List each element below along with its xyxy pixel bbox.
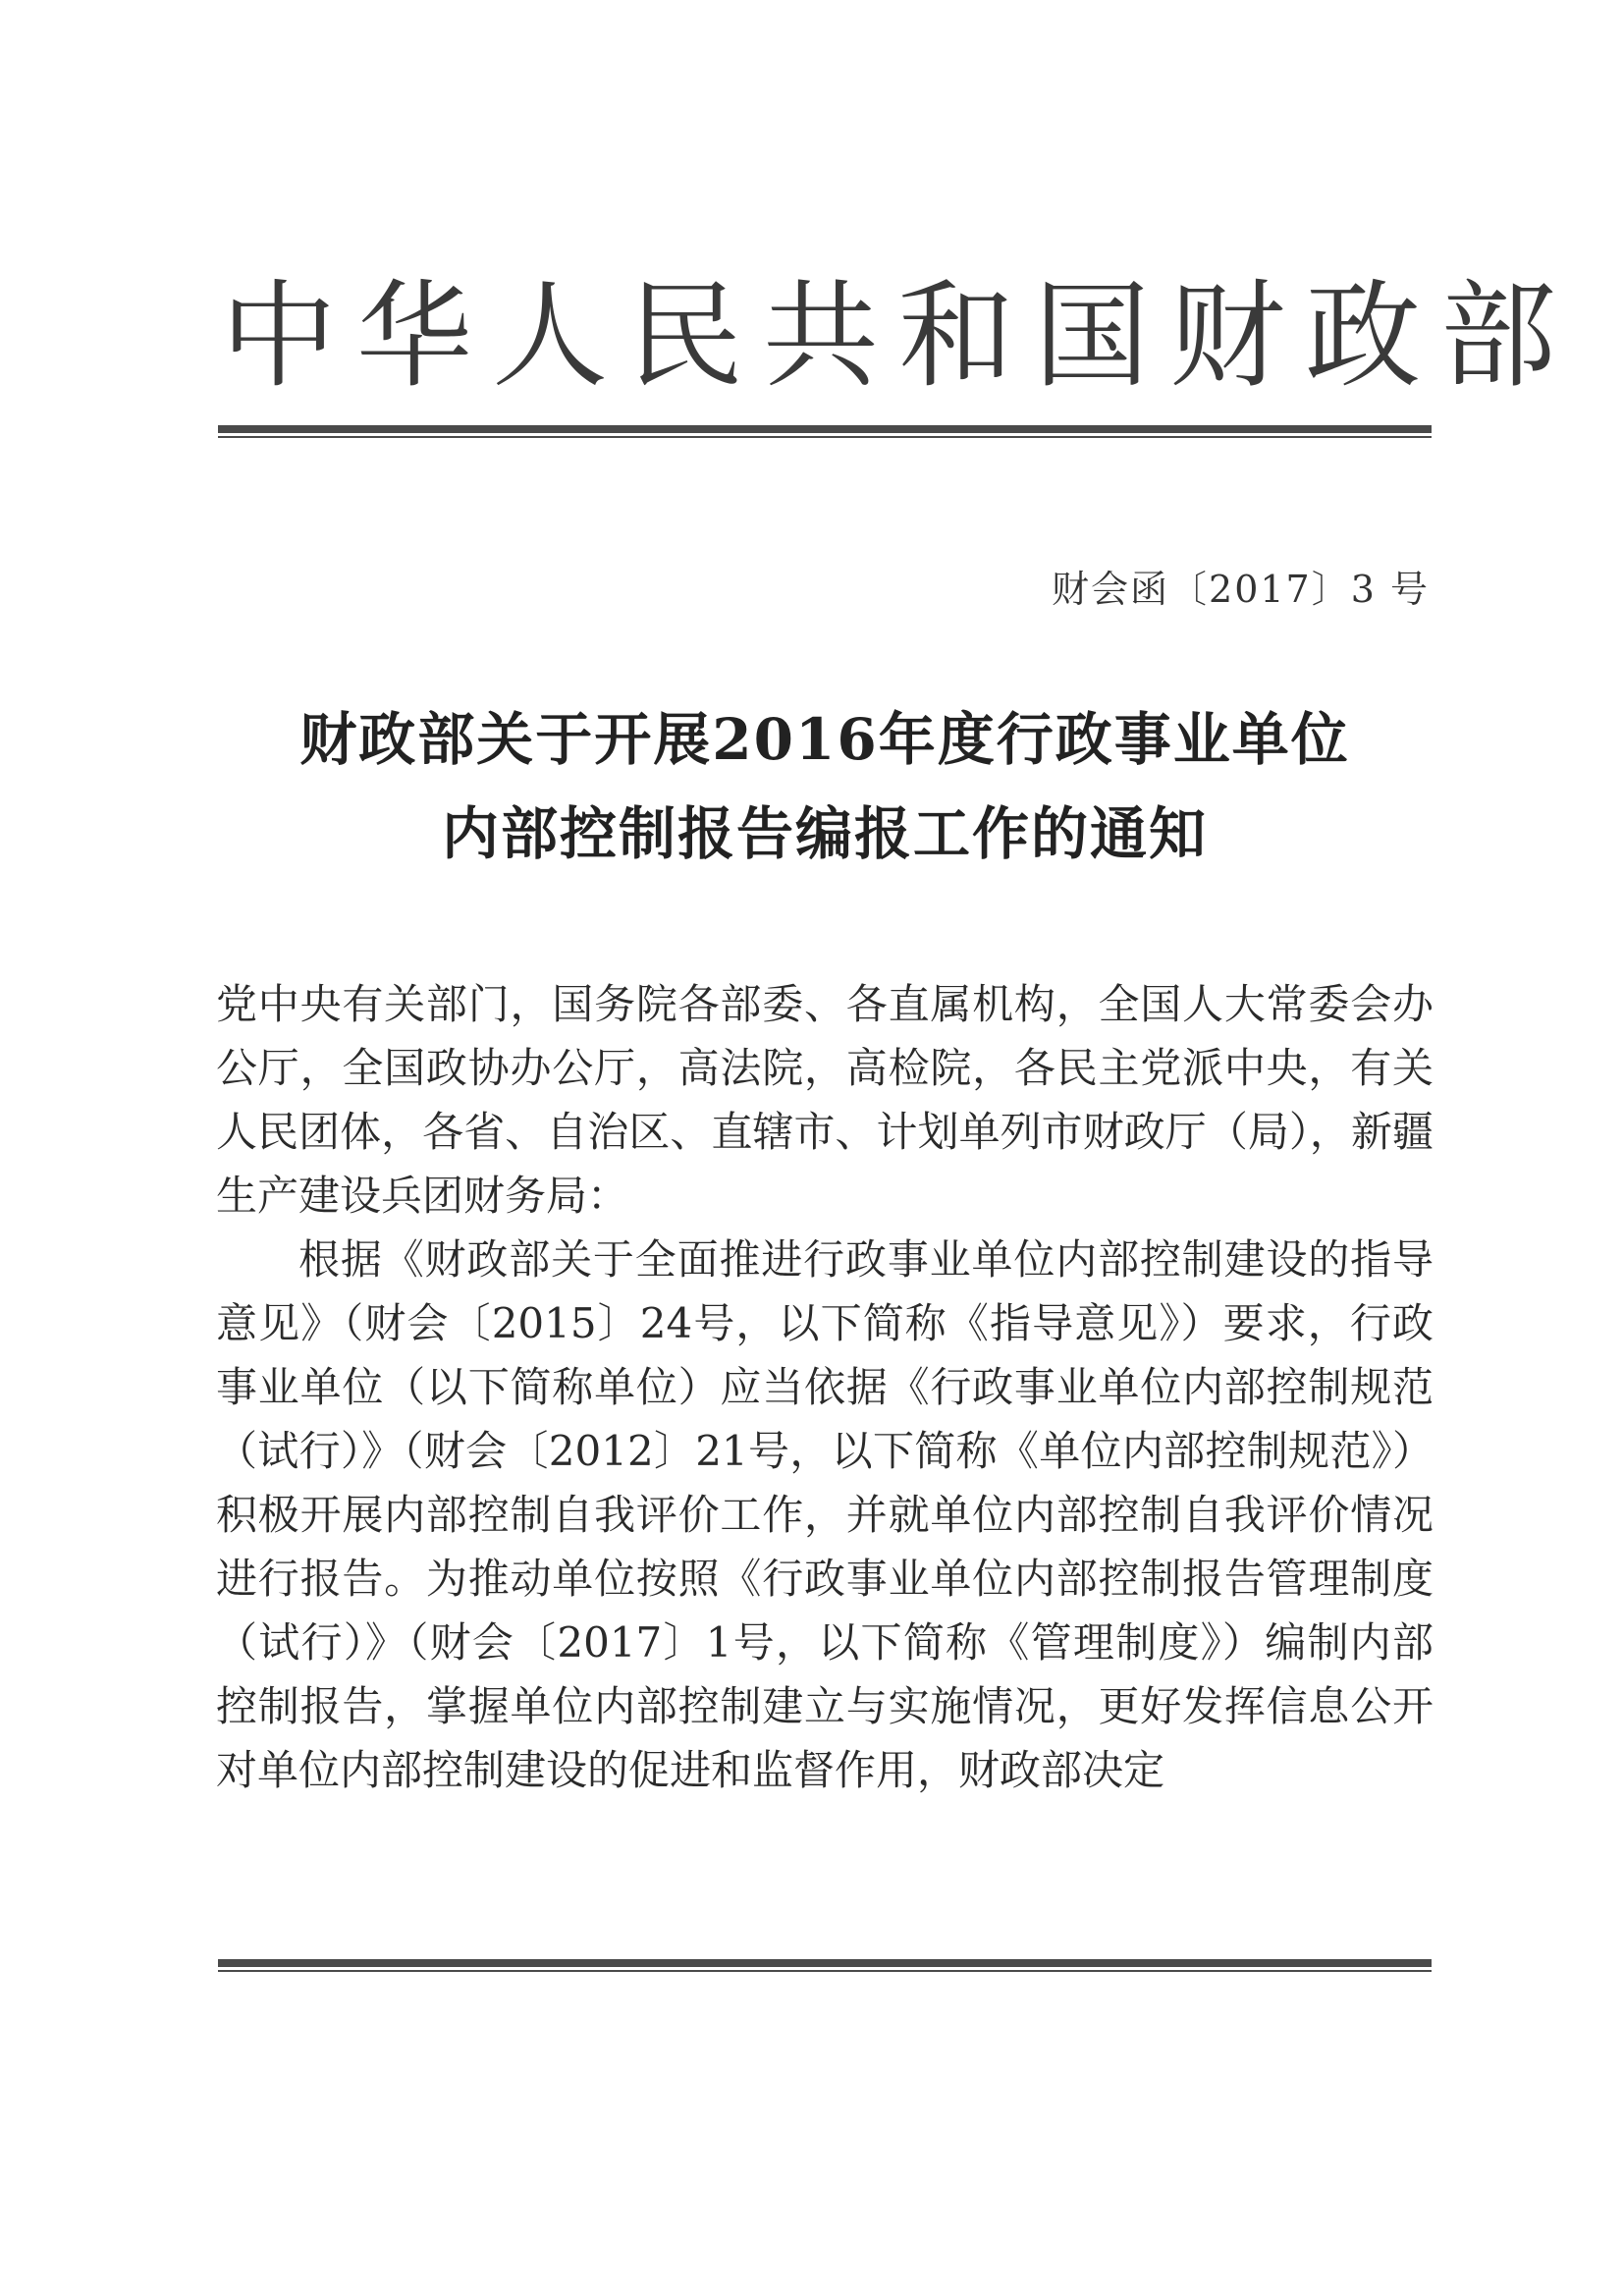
addressees-paragraph: 党中央有关部门，国务院各部委、各直属机构，全国人大常委会办公厅，全国政协办公厅，高法院，高检院，各民主党派中央，有关人民团体，各省、自治区、直辖市、计划单列市财政厅（局），新疆生产建设兵团财务局： [216,980,1434,1220]
issuing-authority-header: 中华人民共和国财政部 [221,268,1577,404]
footer-divider [218,1959,1432,1973]
document-body [216,972,1434,1802]
title-line-2: 内部控制报告编报工作的通知 [441,800,1208,867]
document-number: 财会函〔2017〕3 号 [1052,568,1430,611]
header-divider [218,425,1432,439]
body-paragraph: 根据《财政部关于全面推进行政事业单位内部控制建设的指导意见》（财会〔2015〕24号，以下简称《指导意见》）要求，行政事业单位（以下简称单位）应当依据《行政事业单位内部控制规范（试行）》（财会〔2012〕21号，以下简称《单位内部控制规范》）积极开展内部控制自我评价工作，并就单位内部控制自我评价情况进行报告。为推动单位按照《行政事业单位内部控制报告管理制度（试行）》（财会〔2017〕1号，以下简称《管理制度》）编制内部控制报告，掌握单位内部控制建立与实施情况，更好发挥信息公开对单位内部控制建设的促进和监督作用，财政部决定 [216,1235,1434,1794]
document-title [221,692,1429,881]
title-line-1: 财政部关于开展2016年度行政事业单位 [299,706,1350,773]
